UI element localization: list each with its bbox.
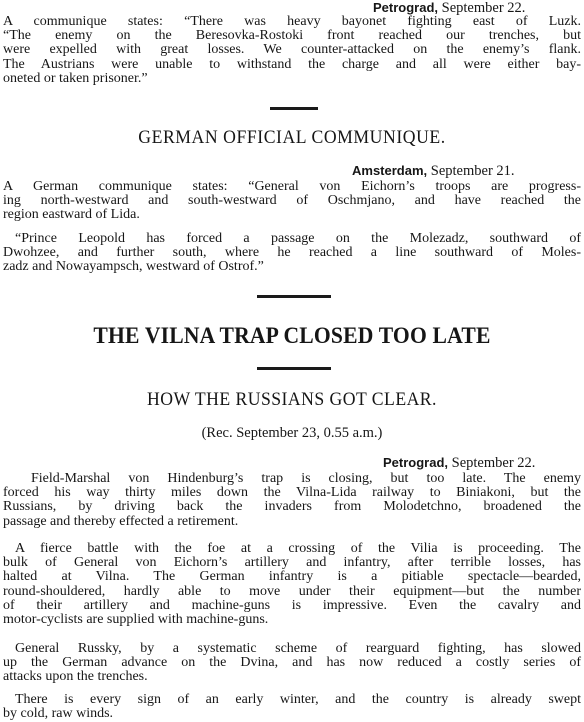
divider-rule [270, 107, 318, 110]
article-para-4 [3, 693, 581, 721]
section-heading: GERMAN OFFICIAL COMMUNIQUE. [138, 127, 446, 148]
text-line: up the German advance on the Dvina, and has now reduced a costly series of [3, 655, 581, 671]
divider-rule [257, 367, 331, 370]
text-line: There is every sign of an early winter, and the country is already swept [15, 692, 581, 707]
text-line: bulk of General von Eichorn’s artillery and infantry, after terrible losses, has [3, 555, 581, 571]
top-dispatch-text [3, 15, 581, 86]
article-para-1 [3, 472, 581, 529]
dateline-place: Amsterdam, [352, 163, 428, 178]
text-line: passage and thereby effected a retirement. [3, 513, 239, 529]
text-line: A communique states: “There was heavy bayonet fighting east of Luzk. [3, 14, 581, 29]
text-line: oneted or taken prisoner.” [3, 70, 148, 86]
text-line: attacks upon the trenches. [3, 669, 148, 685]
text-line: “The enemy on the Beresovka-Rostoki front reached our trenches, but [3, 28, 581, 44]
text-line: by cold, raw winds. [3, 706, 114, 722]
text-line: zadz and Nowayampsch, westward of Ostrof.” [3, 259, 264, 275]
text-line: of their artillery and machine-guns is impressive. Even the cavalry and [3, 597, 581, 613]
text-line: region eastward of Lida. [3, 207, 140, 223]
text-line: forced his way thirty miles down the Vilna-Lida railway to Biniakoni, but the [3, 485, 581, 501]
dateline-date: September 21. [430, 163, 515, 179]
article-para-2 [3, 542, 581, 627]
text-line: motor-cyclists are supplied with machine-guns. [3, 612, 269, 628]
article-para-3 [3, 642, 581, 685]
received-timestamp: (Rec. September 23, 0.55 a.m.) [201, 425, 383, 441]
divider-rule [257, 295, 331, 298]
text-line: Dwohzee, and further south, where he reached a line southward of Moles- [3, 245, 581, 261]
text-line: A German communique states: “General von Eichorn’s troops are progress- [3, 179, 581, 194]
text-line: halted at Vilna. The German infantry is a pitiable spectacle—bearded, [3, 569, 581, 585]
text-line: Field-Marshal von Hindenburg’s trap is closing, but too late. The enemy [31, 471, 581, 486]
text-line: General Russky, by a systematic scheme of rearguard fighting, has slowed [15, 641, 581, 656]
dateline-date: September 22. [451, 455, 536, 471]
text-line: were expelled with great losses. We counter-attacked on the enemy’s flank. [3, 42, 581, 58]
text-line: Russians, by driving back the invaders from Molodetchno, broadened the [3, 499, 581, 515]
german-communique-para-1 [3, 180, 581, 223]
text-line: “Prince Leopold has forced a passage on the Molezadz, southward of [15, 231, 581, 246]
dateline-amsterdam [352, 163, 515, 179]
text-line: The Austrians were unable to withstand the charge and all were either bay- [3, 56, 581, 72]
text-line: round-shouldered, hardly able to move under their equipment—but the number [3, 583, 581, 599]
dateline-date: September 22. [441, 0, 526, 16]
text-line: A fierce battle with the foe at a crossing of the Vilia is proceeding. The [15, 541, 581, 556]
article-headline: THE VILNA TRAP CLOSED TOO LATE [93, 323, 491, 348]
dateline-petrograd-article [383, 455, 535, 471]
article-subheading: HOW THE RUSSIANS GOT CLEAR. [147, 389, 437, 410]
text-line: ing north-westward and south-westward of Oschmjano, and have reached the [3, 193, 581, 209]
dateline-place: Petrograd, [383, 455, 449, 470]
dateline-place: Petrograd, [373, 0, 439, 15]
german-communique-para-2 [3, 232, 581, 275]
